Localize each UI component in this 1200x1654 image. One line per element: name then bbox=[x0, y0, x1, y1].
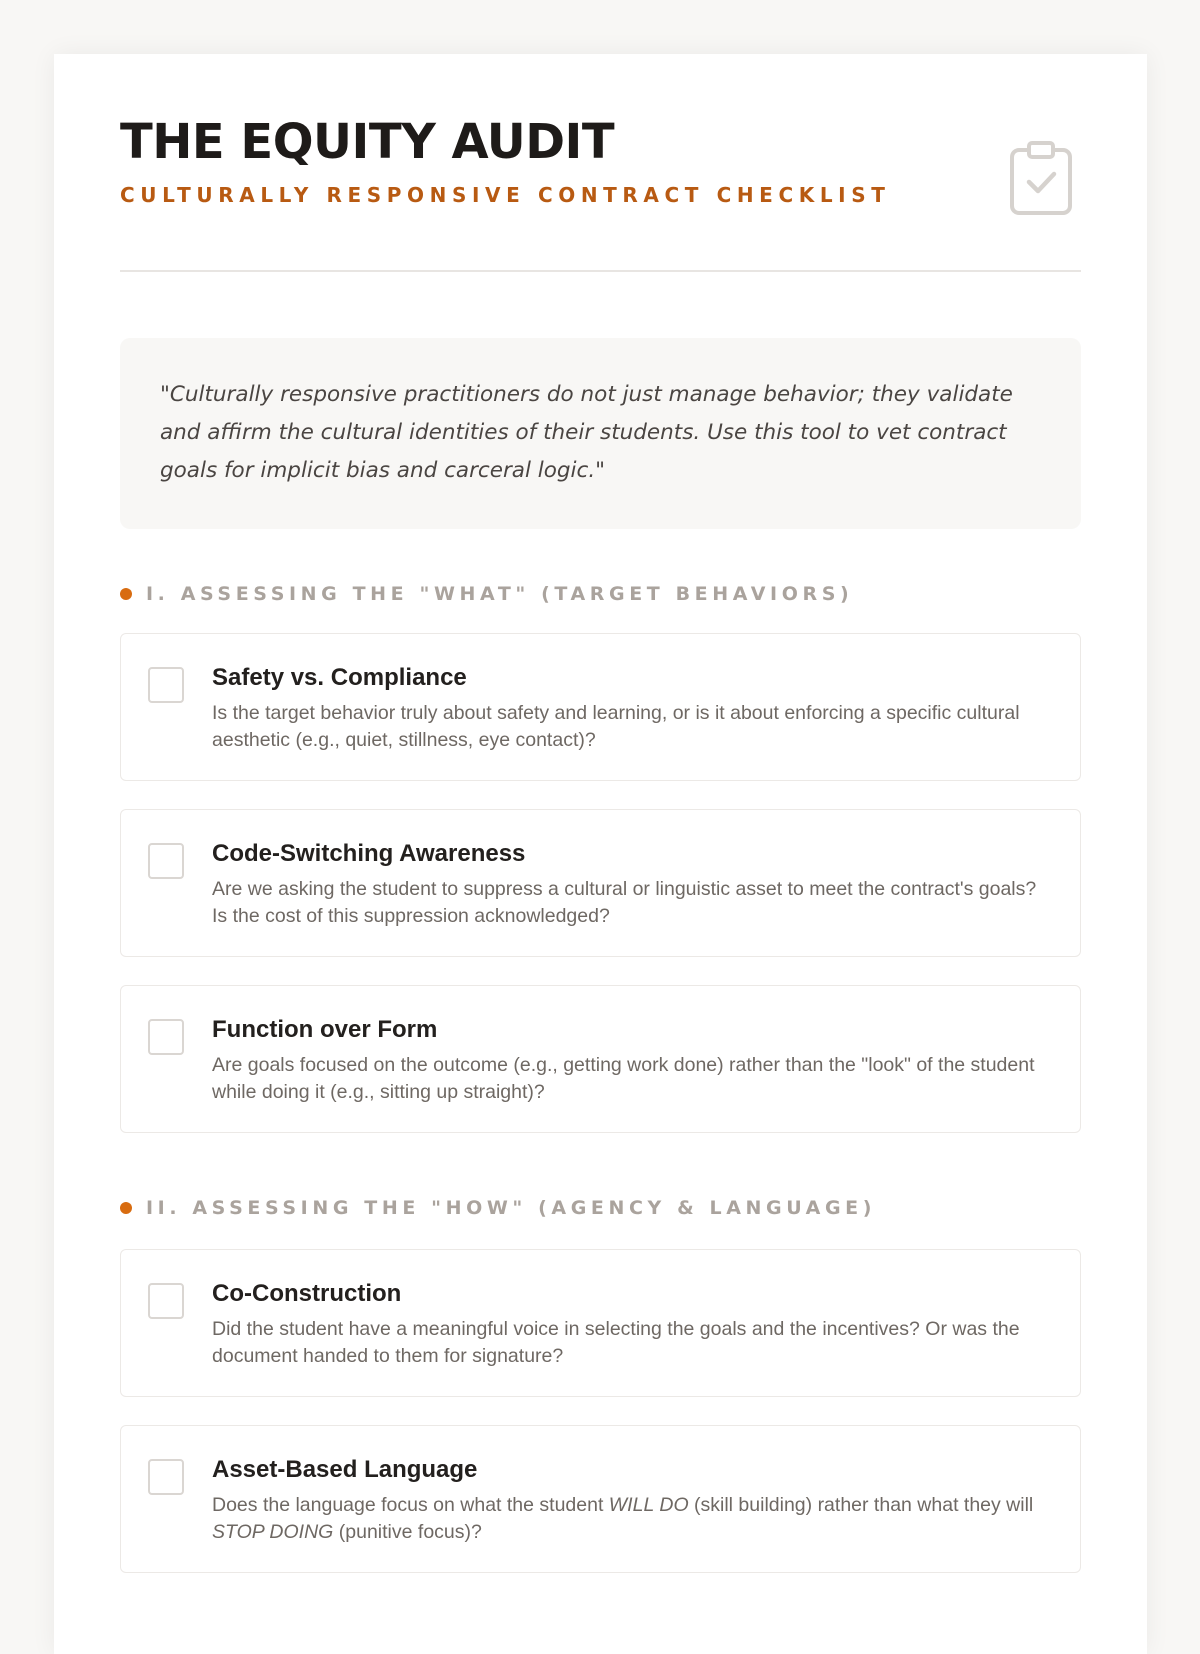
header bbox=[120, 54, 1081, 272]
item-description bbox=[212, 1492, 1054, 1546]
checklist-item-asset-based-language bbox=[120, 1425, 1081, 1573]
intro-quote bbox=[120, 338, 1081, 529]
checklist-item-safety-vs-compliance bbox=[120, 633, 1081, 781]
item-description: Are we asking the student to suppress a cultural or linguistic asset to meet the contract's goals? Is the cost of this suppression acknowledged? bbox=[212, 878, 1037, 927]
item-title: Code-Switching Awareness bbox=[212, 840, 526, 867]
item-title: Co-Construction bbox=[212, 1280, 402, 1307]
section-title: I. ASSESSING THE "WHAT" (TARGET BEHAVIORS) bbox=[146, 583, 854, 605]
checkbox[interactable] bbox=[148, 843, 184, 879]
section-heading-what bbox=[120, 583, 1081, 605]
checkbox[interactable] bbox=[148, 1283, 184, 1319]
checkbox[interactable] bbox=[148, 1459, 184, 1495]
item-description: Is the target behavior truly about safety and learning, or is it about enforcing a specific cultural aesthetic (e.g., quiet, stillness, eye contact)? bbox=[212, 702, 1020, 751]
desc-text: (punitive focus)? bbox=[333, 1521, 482, 1543]
desc-text: Does the language focus on what the student bbox=[212, 1494, 609, 1516]
desc-emphasis: WILL DO bbox=[608, 1494, 689, 1516]
checklist-card bbox=[54, 54, 1147, 1654]
checklist-item-code-switching bbox=[120, 809, 1081, 957]
page-title: THE EQUITY AUDIT bbox=[120, 114, 615, 170]
section-heading-how bbox=[120, 1197, 1081, 1219]
desc-emphasis: STOP DOING bbox=[212, 1521, 334, 1543]
checkbox[interactable] bbox=[148, 667, 184, 703]
item-description: Did the student have a meaningful voice in selecting the goals and the incentives? Or was the document handed to them for signature? bbox=[212, 1318, 1020, 1367]
desc-text: (skill building) rather than what they will bbox=[688, 1494, 1034, 1516]
item-title: Function over Form bbox=[212, 1016, 438, 1043]
checklist-item-function-over-form bbox=[120, 985, 1081, 1133]
checklist-item-co-construction bbox=[120, 1249, 1081, 1397]
quote-text: "Culturally responsive practitioners do not just manage behavior; they validate and affirm the cultural identities of their students. Use this tool to vet contract goals for implicit bias and carceral logic." bbox=[160, 382, 1013, 483]
page-subtitle: CULTURALLY RESPONSIVE CONTRACT CHECKLIST bbox=[120, 183, 891, 207]
clipboard-check-icon bbox=[1009, 140, 1073, 216]
section-bullet-icon bbox=[120, 588, 132, 600]
section-title: II. ASSESSING THE "HOW" (AGENCY & LANGUAGE) bbox=[146, 1197, 877, 1219]
section-bullet-icon bbox=[120, 1202, 132, 1214]
item-title: Asset-Based Language bbox=[212, 1456, 478, 1483]
checkbox[interactable] bbox=[148, 1019, 184, 1055]
item-description: Are goals focused on the outcome (e.g., getting work done) rather than the "look" of the student while doing it (e.g., sitting up straight)? bbox=[212, 1054, 1035, 1103]
item-title: Safety vs. Compliance bbox=[212, 664, 467, 691]
